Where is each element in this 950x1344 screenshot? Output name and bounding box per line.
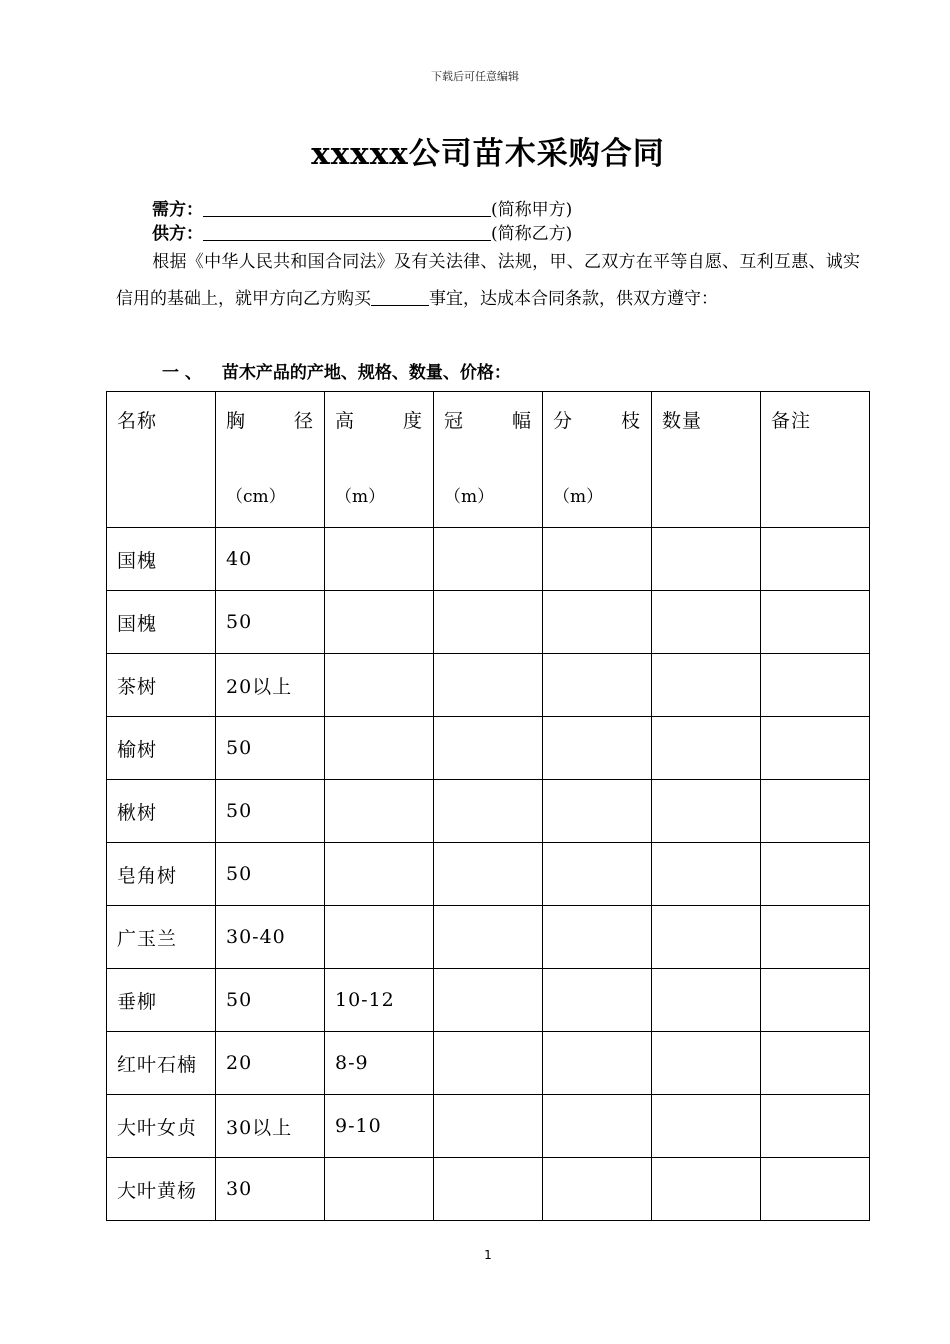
header-cell-remarks [761,392,870,528]
cell-branch[interactable] [543,1158,652,1221]
seller-name-blank[interactable] [203,222,491,241]
cell-branch[interactable] [543,591,652,654]
cell-quantity[interactable] [652,1095,761,1158]
seedling-spec-table [106,391,870,1221]
cell-crown[interactable] [434,1095,543,1158]
cell-quantity[interactable] [652,591,761,654]
cell-name[interactable]: 国槐 [107,591,216,654]
cell-diameter[interactable]: 50 [216,843,325,906]
cell-diameter[interactable]: 30 [216,1158,325,1221]
cell-branch[interactable] [543,1095,652,1158]
cell-height[interactable] [325,906,434,969]
cell-crown[interactable] [434,528,543,591]
cell-diameter[interactable]: 30以上 [216,1095,325,1158]
header-unit: （m） [553,487,604,507]
header-cell-quantity [652,392,761,528]
header-unit: （cm） [226,487,286,507]
cell-branch[interactable] [543,969,652,1032]
header-text: 胸 [226,410,247,432]
seller-label: 供方： [152,224,203,244]
cell-remarks[interactable] [761,717,870,780]
header-text: 径 [293,410,314,432]
cell-remarks[interactable] [761,654,870,717]
header-text: 冠 [444,410,465,432]
cell-diameter[interactable]: 50 [216,969,325,1032]
header-text: 备注 [771,410,812,432]
cell-name[interactable]: 皂角树 [107,843,216,906]
table-header-row [107,392,870,528]
cell-branch[interactable] [543,780,652,843]
table-row [107,1158,870,1221]
section-1-title: 苗木产品的产地、规格、数量、价格： [221,363,511,383]
intro-text-1: 根据《中华人民共和国合同法》及有关法律、法规，甲、乙双方在平等自愿、互利互惠、诚实信用的基础上，就甲方向乙方购买 [116,252,860,309]
table-row [107,1095,870,1158]
table-row [107,780,870,843]
section-1-number: 一 、 [162,363,202,383]
cell-name[interactable]: 大叶女贞 [107,1095,216,1158]
cell-remarks[interactable] [761,528,870,591]
cell-quantity[interactable] [652,717,761,780]
cell-crown[interactable] [434,780,543,843]
cell-diameter[interactable]: 20 [216,1032,325,1095]
cell-remarks[interactable] [761,1095,870,1158]
cell-remarks[interactable] [761,843,870,906]
cell-branch[interactable] [543,906,652,969]
cell-crown[interactable] [434,1158,543,1221]
intro-paragraph [116,244,860,318]
header-text: 分 [553,410,574,432]
cell-diameter[interactable]: 50 [216,780,325,843]
buyer-suffix: (简称甲方) [491,200,573,220]
buyer-label: 需方： [152,200,203,220]
cell-remarks[interactable] [761,1158,870,1221]
purchase-item-blank[interactable] [371,287,429,306]
table-row [107,1032,870,1095]
table-row [107,591,870,654]
table-row [107,528,870,591]
cell-diameter[interactable]: 40 [216,528,325,591]
table-row [107,969,870,1032]
header-text: 名称 [117,410,158,432]
header-text: 度 [402,410,423,432]
cell-height[interactable] [325,591,434,654]
cell-name[interactable]: 红叶石楠 [107,1032,216,1095]
buyer-line [152,198,572,222]
cell-branch[interactable] [543,528,652,591]
cell-crown[interactable] [434,717,543,780]
cell-name[interactable]: 国槐 [107,528,216,591]
cell-diameter[interactable]: 30-40 [216,906,325,969]
cell-quantity[interactable] [652,1032,761,1095]
cell-height[interactable] [325,1158,434,1221]
cell-name[interactable]: 大叶黄杨 [107,1158,216,1221]
cell-height[interactable]: 9-10 [325,1095,434,1158]
cell-crown[interactable] [434,969,543,1032]
buyer-name-blank[interactable] [203,198,491,217]
cell-height[interactable]: 10-12 [325,969,434,1032]
header-text: 高 [335,410,356,432]
cell-quantity[interactable] [652,1158,761,1221]
header-note: 下载后可任意编辑 [431,70,519,83]
cell-crown[interactable] [434,1032,543,1095]
cell-height[interactable] [325,654,434,717]
cell-branch[interactable] [543,1032,652,1095]
cell-height[interactable] [325,843,434,906]
page-number: 1 [484,1248,492,1262]
cell-remarks[interactable] [761,906,870,969]
header-text: 数量 [662,410,703,432]
cell-diameter[interactable]: 50 [216,591,325,654]
document-title: xxxxx公司苗木采购合同 [311,136,665,172]
header-text: 幅 [511,410,532,432]
cell-height[interactable] [325,717,434,780]
header-cell-name [107,392,216,528]
cell-quantity[interactable] [652,654,761,717]
header-text: 枝 [620,410,641,432]
cell-name[interactable]: 广玉兰 [107,906,216,969]
cell-diameter[interactable]: 50 [216,717,325,780]
table-row [107,717,870,780]
cell-name[interactable]: 茶树 [107,654,216,717]
cell-remarks[interactable] [761,969,870,1032]
section-1-heading [162,358,511,383]
table-row [107,906,870,969]
cell-remarks[interactable] [761,1032,870,1095]
cell-name[interactable]: 楸树 [107,780,216,843]
cell-name[interactable]: 榆树 [107,717,216,780]
cell-name[interactable]: 垂柳 [107,969,216,1032]
cell-quantity[interactable] [652,528,761,591]
intro-text-2: 事宜，达成本合同条款，供双方遵守： [429,289,718,309]
cell-height[interactable] [325,780,434,843]
cell-remarks[interactable] [761,780,870,843]
cell-branch[interactable] [543,654,652,717]
table-row [107,654,870,717]
header-cell-branch [543,392,652,528]
cell-branch[interactable] [543,843,652,906]
cell-branch[interactable] [543,717,652,780]
cell-quantity[interactable] [652,780,761,843]
cell-height[interactable]: 8-9 [325,1032,434,1095]
header-cell-diameter [216,392,325,528]
cell-crown[interactable] [434,654,543,717]
cell-crown[interactable] [434,843,543,906]
cell-crown[interactable] [434,906,543,969]
table-row [107,843,870,906]
cell-remarks[interactable] [761,591,870,654]
cell-quantity[interactable] [652,906,761,969]
header-cell-crown [434,392,543,528]
cell-height[interactable] [325,528,434,591]
seller-suffix: (简称乙方) [491,224,573,244]
header-unit: （m） [444,487,495,507]
cell-quantity[interactable] [652,843,761,906]
header-cell-height [325,392,434,528]
cell-crown[interactable] [434,591,543,654]
cell-quantity[interactable] [652,969,761,1032]
seller-line [152,222,572,246]
header-unit: （m） [335,487,386,507]
cell-diameter[interactable]: 20以上 [216,654,325,717]
